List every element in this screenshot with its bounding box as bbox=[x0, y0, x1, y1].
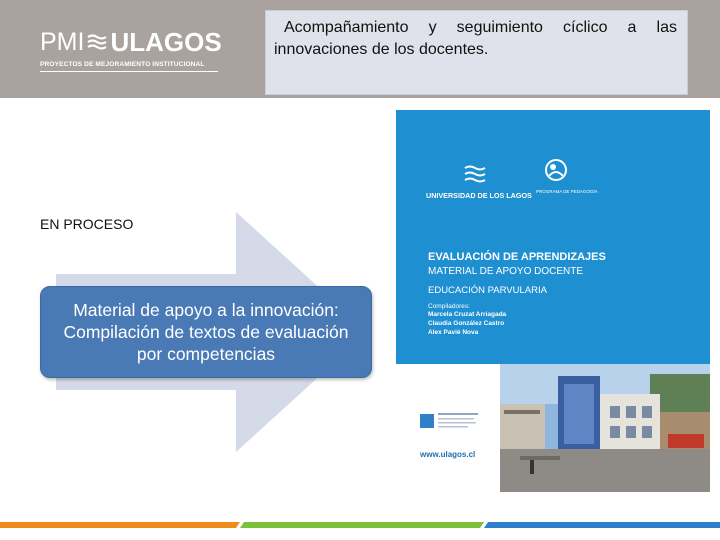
campus-photo bbox=[500, 364, 710, 492]
process-box bbox=[40, 286, 372, 378]
cover-title: EVALUACIÓN DE APRENDIZAJES bbox=[428, 251, 606, 263]
university-waves-icon bbox=[464, 165, 486, 183]
program-name: PROGRAMA DE PEDAGOGÍA bbox=[536, 189, 598, 194]
title-box bbox=[265, 10, 688, 95]
cover-subtitle: MATERIAL DE APOYO DOCENTE bbox=[428, 266, 584, 277]
header-bar bbox=[0, 0, 720, 98]
bottom-color-stripes bbox=[0, 521, 720, 529]
cover-blue-panel bbox=[396, 110, 710, 364]
logo-ulagos-text: ULAGOS bbox=[110, 27, 222, 57]
slide-title: Acompañamiento y seguimiento cíclico a las innovaciones de los docentes. bbox=[274, 19, 677, 58]
logo-divider bbox=[40, 71, 218, 72]
logo-pmi-text: PMI bbox=[40, 28, 85, 56]
program-emblem-icon bbox=[541, 158, 571, 182]
status-label: EN PROCESO bbox=[40, 216, 134, 232]
university-logo bbox=[426, 165, 532, 200]
university-name: UNIVERSIDAD DE LOS LAGOS bbox=[426, 191, 532, 200]
pmi-ulagos-logo bbox=[40, 26, 230, 78]
cover-white-panel bbox=[396, 364, 500, 492]
cover-area: EDUCACIÓN PARVULARIA bbox=[428, 285, 547, 296]
program-logo bbox=[536, 158, 598, 194]
book-cover-image bbox=[396, 110, 710, 492]
cover-author-3: Alex Pavié Nova bbox=[428, 329, 479, 336]
cover-author-2: Claudia González Castro bbox=[428, 320, 505, 327]
logo-subtitle: PROYECTOS DE MEJORAMIENTO INSTITUCIONAL bbox=[40, 61, 205, 68]
cover-author-1: Marcela Cruzat Arriagada bbox=[428, 311, 507, 318]
process-box-text: Material de apoyo a la innovación: Compilación de textos de evaluación por competencias bbox=[63, 300, 349, 364]
partner-logo-icon bbox=[420, 410, 482, 432]
cover-compiled-label: Compiladores: bbox=[428, 303, 470, 310]
cover-url: www.ulagos.cl bbox=[420, 450, 476, 459]
waves-icon bbox=[87, 32, 107, 52]
